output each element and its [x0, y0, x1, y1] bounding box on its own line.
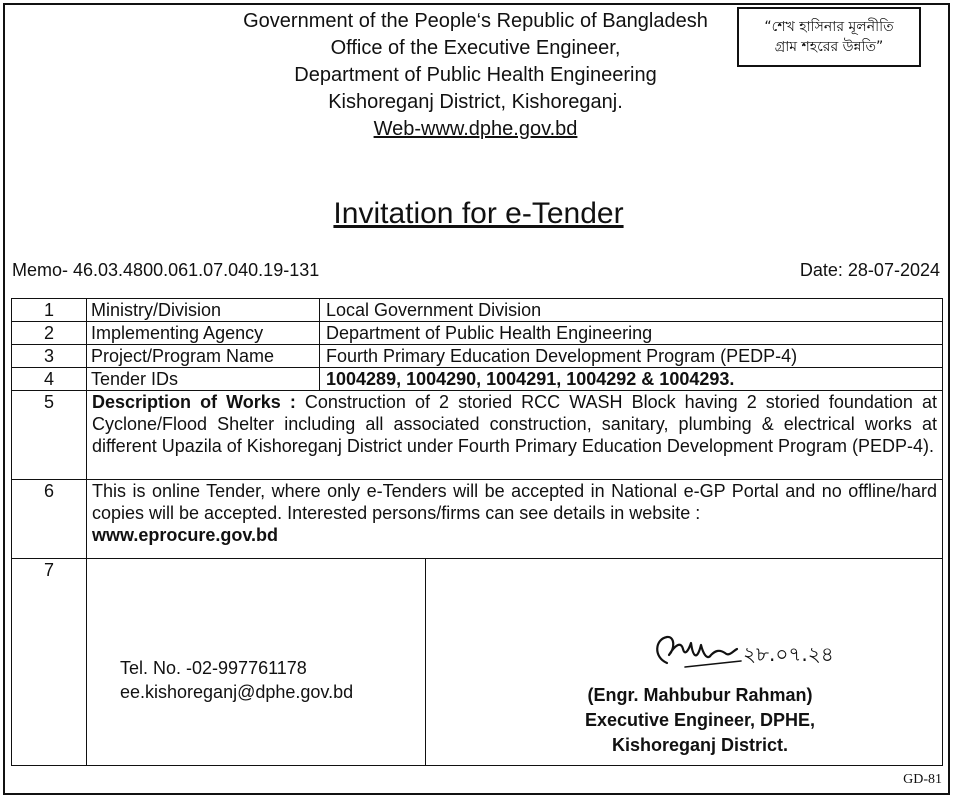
signer-block — [535, 683, 865, 758]
document-code: GD-81 — [903, 772, 942, 787]
row-value: Local Government Division — [320, 299, 943, 322]
tender-ids-value: 1004289, 1004290, 1004291, 1004292 & 1004293. — [320, 368, 943, 391]
row-number: 6 — [12, 480, 87, 559]
page-title: Invitation for e-Tender — [333, 197, 624, 230]
slogan-line-1: “শেখ হাসিনার মূলনীতি — [764, 19, 894, 35]
row-label: Project/Program Name — [87, 345, 320, 368]
row-number: 1 — [12, 299, 87, 322]
row-number: 3 — [12, 345, 87, 368]
row-number: 7 — [12, 559, 87, 766]
description-text: Construction of 2 storied RCC WASH Block having 2 storied foundation at Cyclone/Flood Shelter including all associated construction, sanitary, plumbing & electrical works at different Upazila of Kishoreganj District under Fourth Primary Education Development Program (PEDP-4). — [92, 392, 937, 456]
online-tender-cell — [87, 480, 943, 559]
row-value: Department of Public Health Engineering — [320, 322, 943, 345]
description-lead: Description of Works : — [92, 392, 296, 412]
department-line: Department of Public Health Engineering — [294, 64, 657, 86]
signer-district: Kishoreganj District. — [611, 735, 789, 755]
row-label: Implementing Agency — [87, 322, 320, 345]
row-label: Ministry/Division — [87, 299, 320, 322]
contact-block — [120, 656, 353, 704]
slogan-box — [737, 7, 921, 67]
telephone: Tel. No. -02-997761178 — [120, 658, 307, 678]
office-line: Office of the Executive Engineer, — [330, 37, 621, 59]
handwritten-signature — [645, 627, 875, 677]
row-number: 4 — [12, 368, 87, 391]
online-tender-text: This is online Tender, where only e-Tenders will be accepted in National e-GP Portal and no offline/hard copies will be accepted. Interested persons/firms can see details in website : — [92, 481, 937, 523]
table-row — [12, 345, 943, 368]
table-row — [12, 322, 943, 345]
row-label: Tender IDs — [87, 368, 320, 391]
government-line: Government of the People‘s Republic of Bangladesh — [243, 10, 708, 32]
memo-date: Date: 28-07-2024 — [799, 260, 940, 280]
table-row — [12, 391, 943, 480]
row-value: Fourth Primary Education Development Program (PEDP-4) — [320, 345, 943, 368]
district-line: Kishoreganj District, Kishoreganj. — [328, 91, 623, 113]
eprocure-link[interactable]: www.eprocure.gov.bd — [92, 525, 279, 545]
signer-name: (Engr. Mahbubur Rahman) — [587, 685, 813, 705]
table-row — [12, 299, 943, 322]
table-row — [12, 480, 943, 559]
email[interactable]: ee.kishoreganj@dphe.gov.bd — [120, 682, 354, 702]
slogan-line-2: গ্রাম শহরের উন্নতি” — [774, 39, 884, 55]
memo-number: Memo- 46.03.4800.061.07.040.19-131 — [12, 260, 320, 280]
website-line[interactable]: Web-www.dphe.gov.bd — [373, 118, 578, 140]
signature-date: ২৮.০৭.২৪ — [743, 642, 834, 666]
description-cell — [87, 391, 943, 480]
row-number: 2 — [12, 322, 87, 345]
table-row — [12, 368, 943, 391]
row-number: 5 — [12, 391, 87, 480]
signer-title: Executive Engineer, DPHE, — [584, 710, 816, 730]
